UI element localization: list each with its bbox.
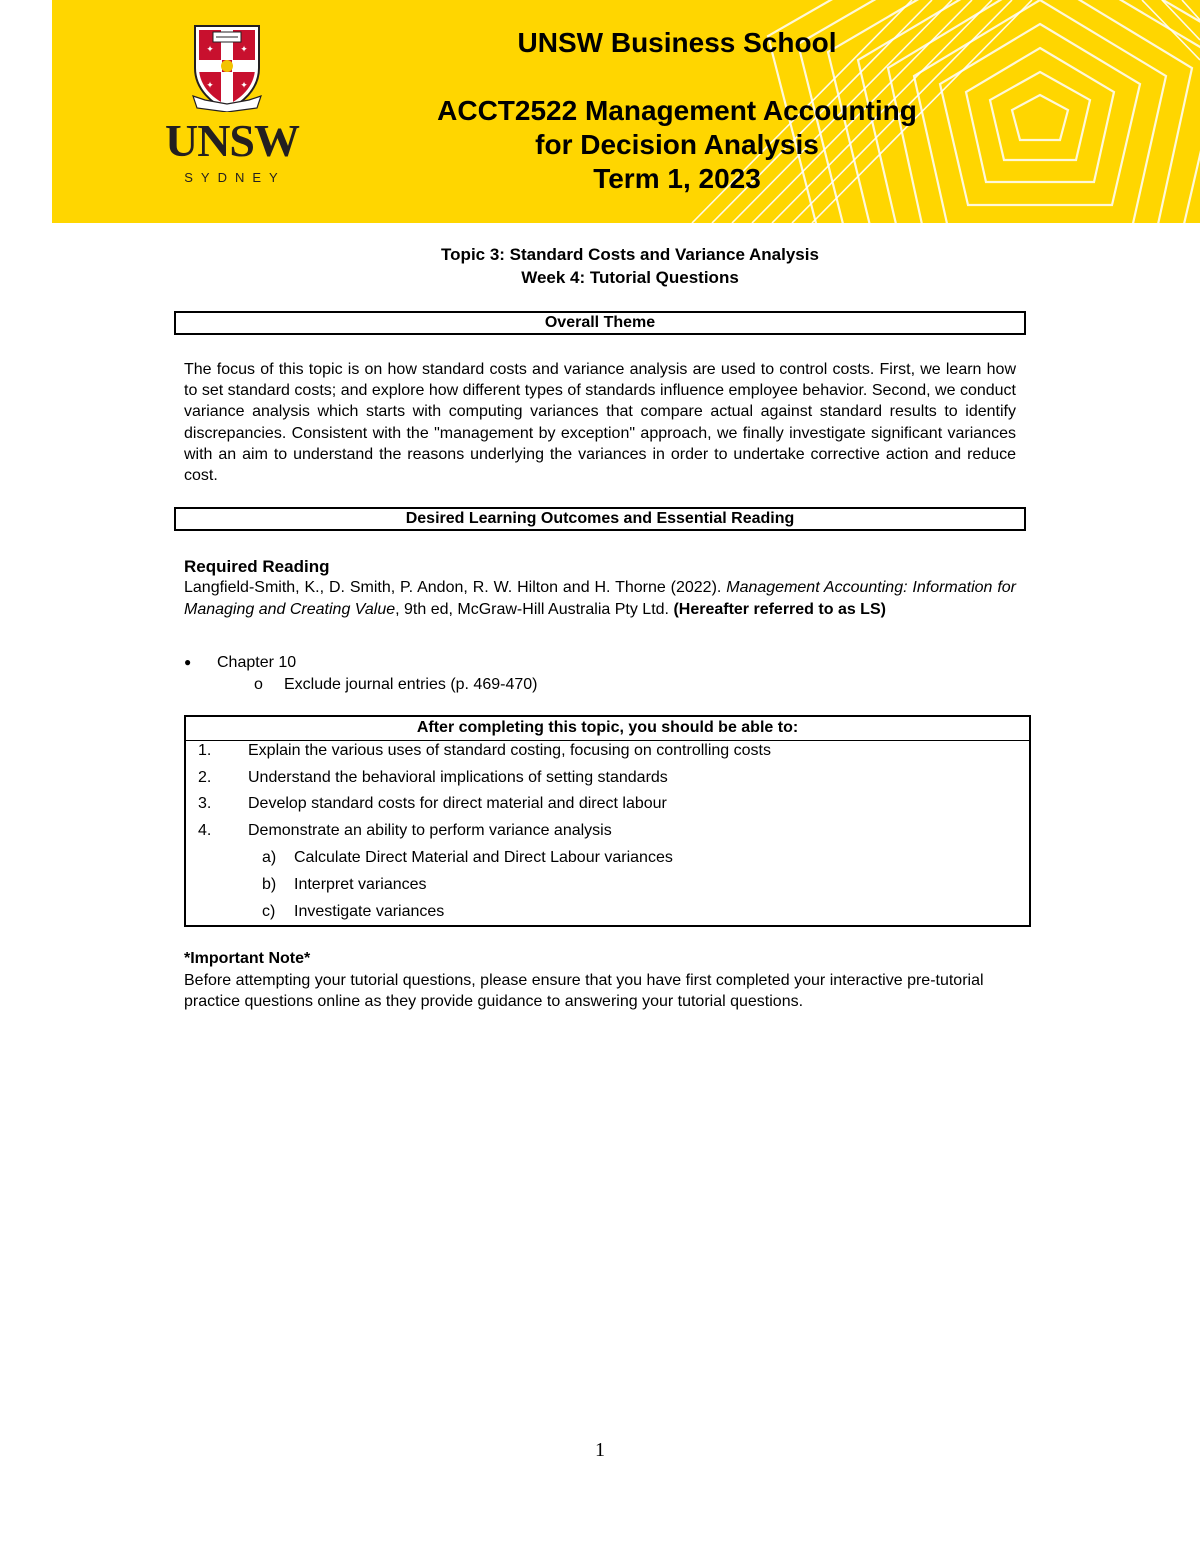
unsw-logo [147, 22, 317, 192]
svg-text:✦: ✦ [206, 45, 214, 55]
sub-outcome-text: Calculate Direct Material and Direct Labour variances [294, 849, 673, 866]
exclude-item: Exclude journal entries (p. 469-470) [284, 676, 538, 693]
course-title-line2: for Decision Analysis [535, 129, 819, 160]
overall-theme-heading: Overall Theme [174, 311, 1026, 335]
overall-theme-paragraph: The focus of this topic is on how standard costs and variance analysis are used to control costs. First, we learn how to set standard costs; and explore how different types of standards influence employee behavior. Second, we conduct variance analysis which starts with computing variances that compare actual against standard results to identify discrepancies. Consistent with the "management by exception" approach, we finally investigate significant variances with an aim to understand the reasons underlying the variances in order to undertake corrective action and reduce cost. [184, 361, 1016, 485]
page-number: 1 [595, 1439, 605, 1461]
sub-outcome-label: c) [262, 903, 276, 920]
outcome-text: Explain the various uses of standard costing, focusing on controlling costs [248, 742, 771, 759]
outcome-text: Develop standard costs for direct material and direct labour [248, 795, 667, 812]
citation-title: Management Accounting: Information for Managing and Creating Value [184, 579, 1017, 618]
logo-subword: SYDNEY [184, 170, 286, 185]
outcome-number: 1. [198, 742, 212, 759]
svg-text:✦: ✦ [206, 81, 214, 91]
outcome-number: 4. [198, 822, 212, 839]
required-reading-heading: Required Reading [184, 557, 330, 576]
week-title: Week 4: Tutorial Questions [521, 268, 739, 287]
sub-outcome-label: a) [262, 849, 277, 866]
logo-wordmark: UNSW [164, 115, 300, 166]
outcome-text: Demonstrate an ability to perform variance analysis [248, 822, 612, 839]
sub-outcome-label: b) [262, 876, 277, 893]
textbook-citation [184, 577, 1016, 620]
outcomes-heading: After completing this topic, you should be able to: [186, 717, 1029, 741]
sub-bullet-icon: o [254, 676, 263, 693]
header-banner [52, 0, 1200, 223]
important-note-body: Before attempting your tutorial questions, please ensure that you have first completed your interactive pre-tutorial practice questions online as they provide guidance to answering your tutorial questions. [184, 972, 984, 1010]
citation-authors: Langfield-Smith, K., D. Smith, P. Andon, R. W. Hilton and H. Thorne (2022). [184, 579, 727, 596]
svg-text:✦: ✦ [240, 81, 248, 91]
school-name: UNSW Business School [517, 27, 837, 58]
outcome-text: Understand the behavioral implications of setting standards [248, 769, 668, 786]
citation-publisher: , 9th ed, McGraw-Hill Australia Pty Ltd. [395, 600, 674, 618]
term-label: Term 1, 2023 [593, 163, 761, 194]
sub-outcome-text: Interpret variances [294, 876, 427, 893]
course-title-line1: ACCT2522 Management Accounting [437, 95, 917, 126]
topic-title: Topic 3: Standard Costs and Variance Analysis [441, 245, 819, 264]
crest-icon [191, 22, 263, 112]
chapter-item: Chapter 10 [217, 654, 297, 671]
learning-outcomes-heading: Desired Learning Outcomes and Essential Reading [174, 507, 1026, 531]
outcome-number: 3. [198, 795, 212, 812]
svg-text:✦: ✦ [240, 45, 248, 55]
bullet-icon: ● [184, 655, 192, 669]
outcome-number: 2. [198, 769, 212, 786]
important-note-heading: *Important Note* [184, 950, 311, 967]
citation-note: (Hereafter referred to as LS) [673, 600, 886, 618]
outcomes-table [184, 715, 1031, 927]
sub-outcome-text: Investigate variances [294, 903, 445, 920]
